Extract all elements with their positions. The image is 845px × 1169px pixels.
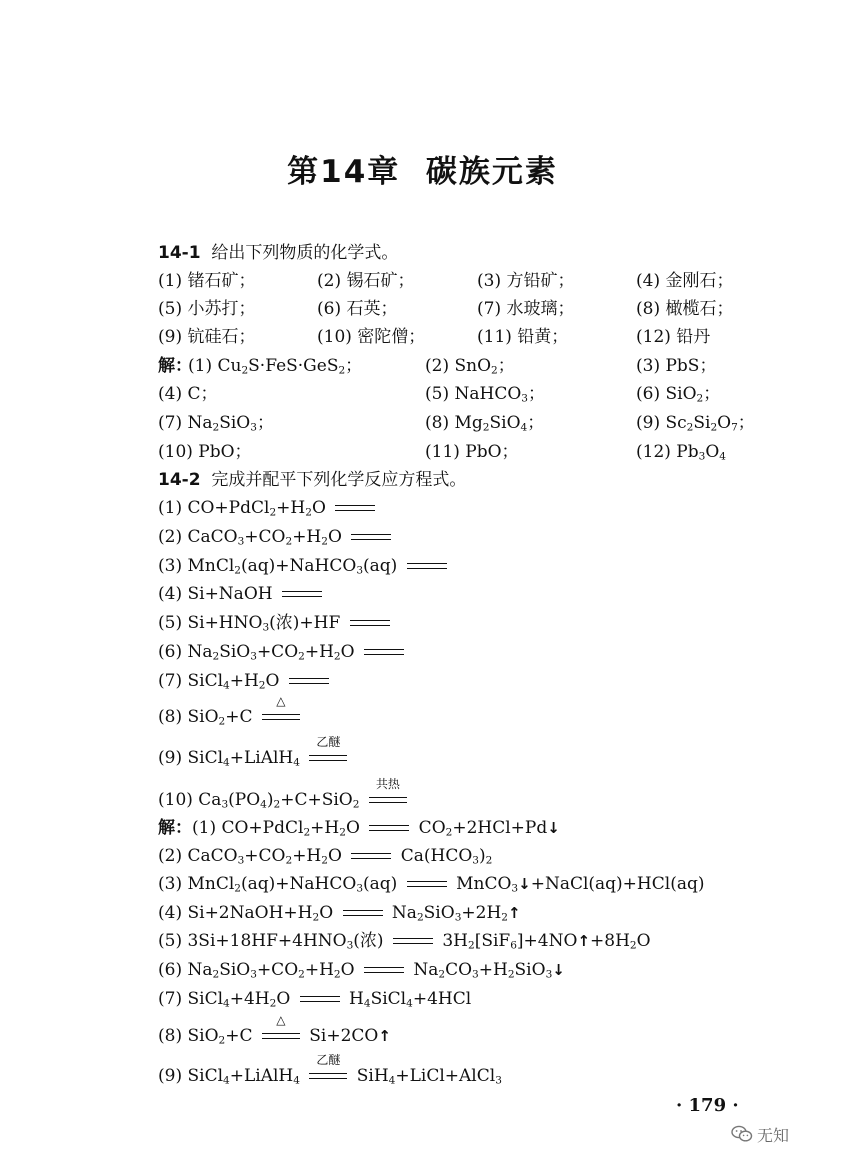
a2-item-text: (3) MnCl$_2$(aq)+NaHCO$_3$(aq) MnCO$_3$↓+NaCl(aq)+HCl(aq) bbox=[158, 874, 705, 895]
answer-14-1-label: 解： bbox=[158, 356, 192, 376]
q2-item: (9) SiCl$_4$+LiAlH$_4$ 乙醚 bbox=[158, 745, 351, 771]
a2-item bbox=[158, 957, 565, 983]
a2-item bbox=[158, 986, 471, 1012]
a1-item: (5) NaHCO$_3$； bbox=[425, 384, 545, 405]
a1-item: (9) $Sc_2Si_2O_7$； bbox=[636, 413, 755, 434]
a2-item-text: (5) $3Si+18HF+4HNO_3$(浓) $3H_2[SiF_6]+4NO↑+8H_2O$ bbox=[158, 931, 651, 952]
answer-14-2-label: 解： bbox=[158, 818, 192, 838]
chapter-title: 第14章 碳族元素 bbox=[287, 154, 558, 190]
answer-14-1 bbox=[158, 353, 192, 379]
q1-item: (12) 铅丹 bbox=[636, 327, 711, 347]
a2-item bbox=[158, 871, 704, 897]
a1-item: (11) PbO； bbox=[425, 442, 519, 462]
q2-item: (2) $CaCO_3+CO_2+H_2O$ bbox=[158, 524, 395, 550]
q1-item: (3) 方铅矿； bbox=[477, 271, 575, 291]
wechat-icon bbox=[731, 1125, 753, 1143]
q2-item: (4) Si+NaOH bbox=[158, 581, 326, 607]
q2-item: (3) MnCl$_2$(aq)+NaHCO$_3$(aq) bbox=[158, 553, 451, 579]
a1-item: (10) PbO； bbox=[158, 442, 252, 462]
a2-item bbox=[158, 815, 560, 841]
a1-item: (6) SiO$_2$； bbox=[636, 384, 721, 405]
question-14-1-text: 给出下列物质的化学式。 bbox=[200, 243, 399, 263]
a2-item bbox=[158, 1052, 502, 1089]
q2-item: (5) $Si+HNO_3$(浓)+HF bbox=[158, 610, 394, 636]
question-14-1 bbox=[158, 240, 398, 266]
question-14-2-label: 14-2 bbox=[158, 470, 201, 490]
q1-item: (11) 铅黄； bbox=[477, 327, 569, 347]
a1-item: (8) $Mg_2SiO_4$； bbox=[425, 413, 545, 434]
q1-item: (8) 橄榄石； bbox=[636, 299, 734, 319]
q2-item: (7) $SiCl_4+H_2O$ bbox=[158, 668, 333, 694]
a2-item-text: (9) SiCl$_4$+LiAlH$_4$ 乙醚 SiH$_4$+LiCl+AlCl$_3$ bbox=[158, 1052, 502, 1087]
a2-item-text: (4) $Si+2NaOH+H_2O$ $Na_2SiO_3+2H_2↑$ bbox=[158, 903, 521, 924]
page-number: · 179 · bbox=[676, 1095, 739, 1116]
a2-item bbox=[158, 843, 492, 869]
q1-item: (10) 密陀僧； bbox=[317, 327, 426, 347]
a2-item-text: (8) SiO$_2$+C △ Si+2CO↑ bbox=[158, 1012, 391, 1047]
question-14-1-label: 14-1 bbox=[158, 243, 201, 263]
watermark-text: 无知 bbox=[757, 1125, 790, 1145]
q1-item: (2) 锡石矿； bbox=[317, 271, 415, 291]
a1-item: (3) PbS； bbox=[636, 356, 717, 376]
a1-item: (12) $Pb_3O_4$ bbox=[636, 442, 726, 463]
q1-item: (6) 石英； bbox=[317, 299, 398, 319]
q2-item: (8) SiO$_2$+C △ bbox=[158, 704, 304, 730]
q1-item: (4) 金刚石； bbox=[636, 271, 734, 291]
q1-item: (9) 钪硅石； bbox=[158, 327, 256, 347]
q2-item: (1) $CO+PdCl_2+H_2O$ bbox=[158, 495, 379, 521]
q1-item: (1) 锗石矿； bbox=[158, 271, 256, 291]
a2-item-text: (7) $SiCl_4+4H_2O$ $H_4SiCl_4+4HCl$ bbox=[158, 989, 472, 1010]
a2-item bbox=[158, 900, 521, 926]
q1-item: (7) 水玻璃； bbox=[477, 299, 575, 319]
question-14-2-text: 完成并配平下列化学反应方程式。 bbox=[200, 470, 467, 490]
a2-item-text: (1) $CO+PdCl_2+H_2O$ $CO_2+2HCl+Pd↓$ bbox=[192, 818, 560, 839]
q2-item: (10) $Ca_3(PO_4)_2+C+SiO_2$ 共热 bbox=[158, 787, 411, 813]
a1-item: (2) SnO$_2$； bbox=[425, 356, 515, 377]
a2-item bbox=[158, 928, 651, 954]
a1-item: (4) C； bbox=[158, 384, 218, 404]
watermark bbox=[731, 1123, 789, 1145]
a2-item-text: (6) $Na_2SiO_3+CO_2+H_2O$ $Na_2CO_3+H_2SiO_3↓$ bbox=[158, 960, 565, 981]
q1-item: (5) 小苏打； bbox=[158, 299, 256, 319]
a2-item bbox=[158, 1012, 391, 1049]
a1-item: (7) $Na_2SiO_3$； bbox=[158, 413, 274, 434]
question-14-2 bbox=[158, 467, 466, 493]
q2-item: (6) $Na_2SiO_3+CO_2+H_2O$ bbox=[158, 639, 408, 665]
a2-item-text: (2) $CaCO_3+CO_2+H_2O$ $Ca(HCO_3)_2$ bbox=[158, 846, 493, 867]
a1-item: (1) $Cu_2S\cdot FeS\cdot GeS_2$； bbox=[188, 356, 363, 377]
